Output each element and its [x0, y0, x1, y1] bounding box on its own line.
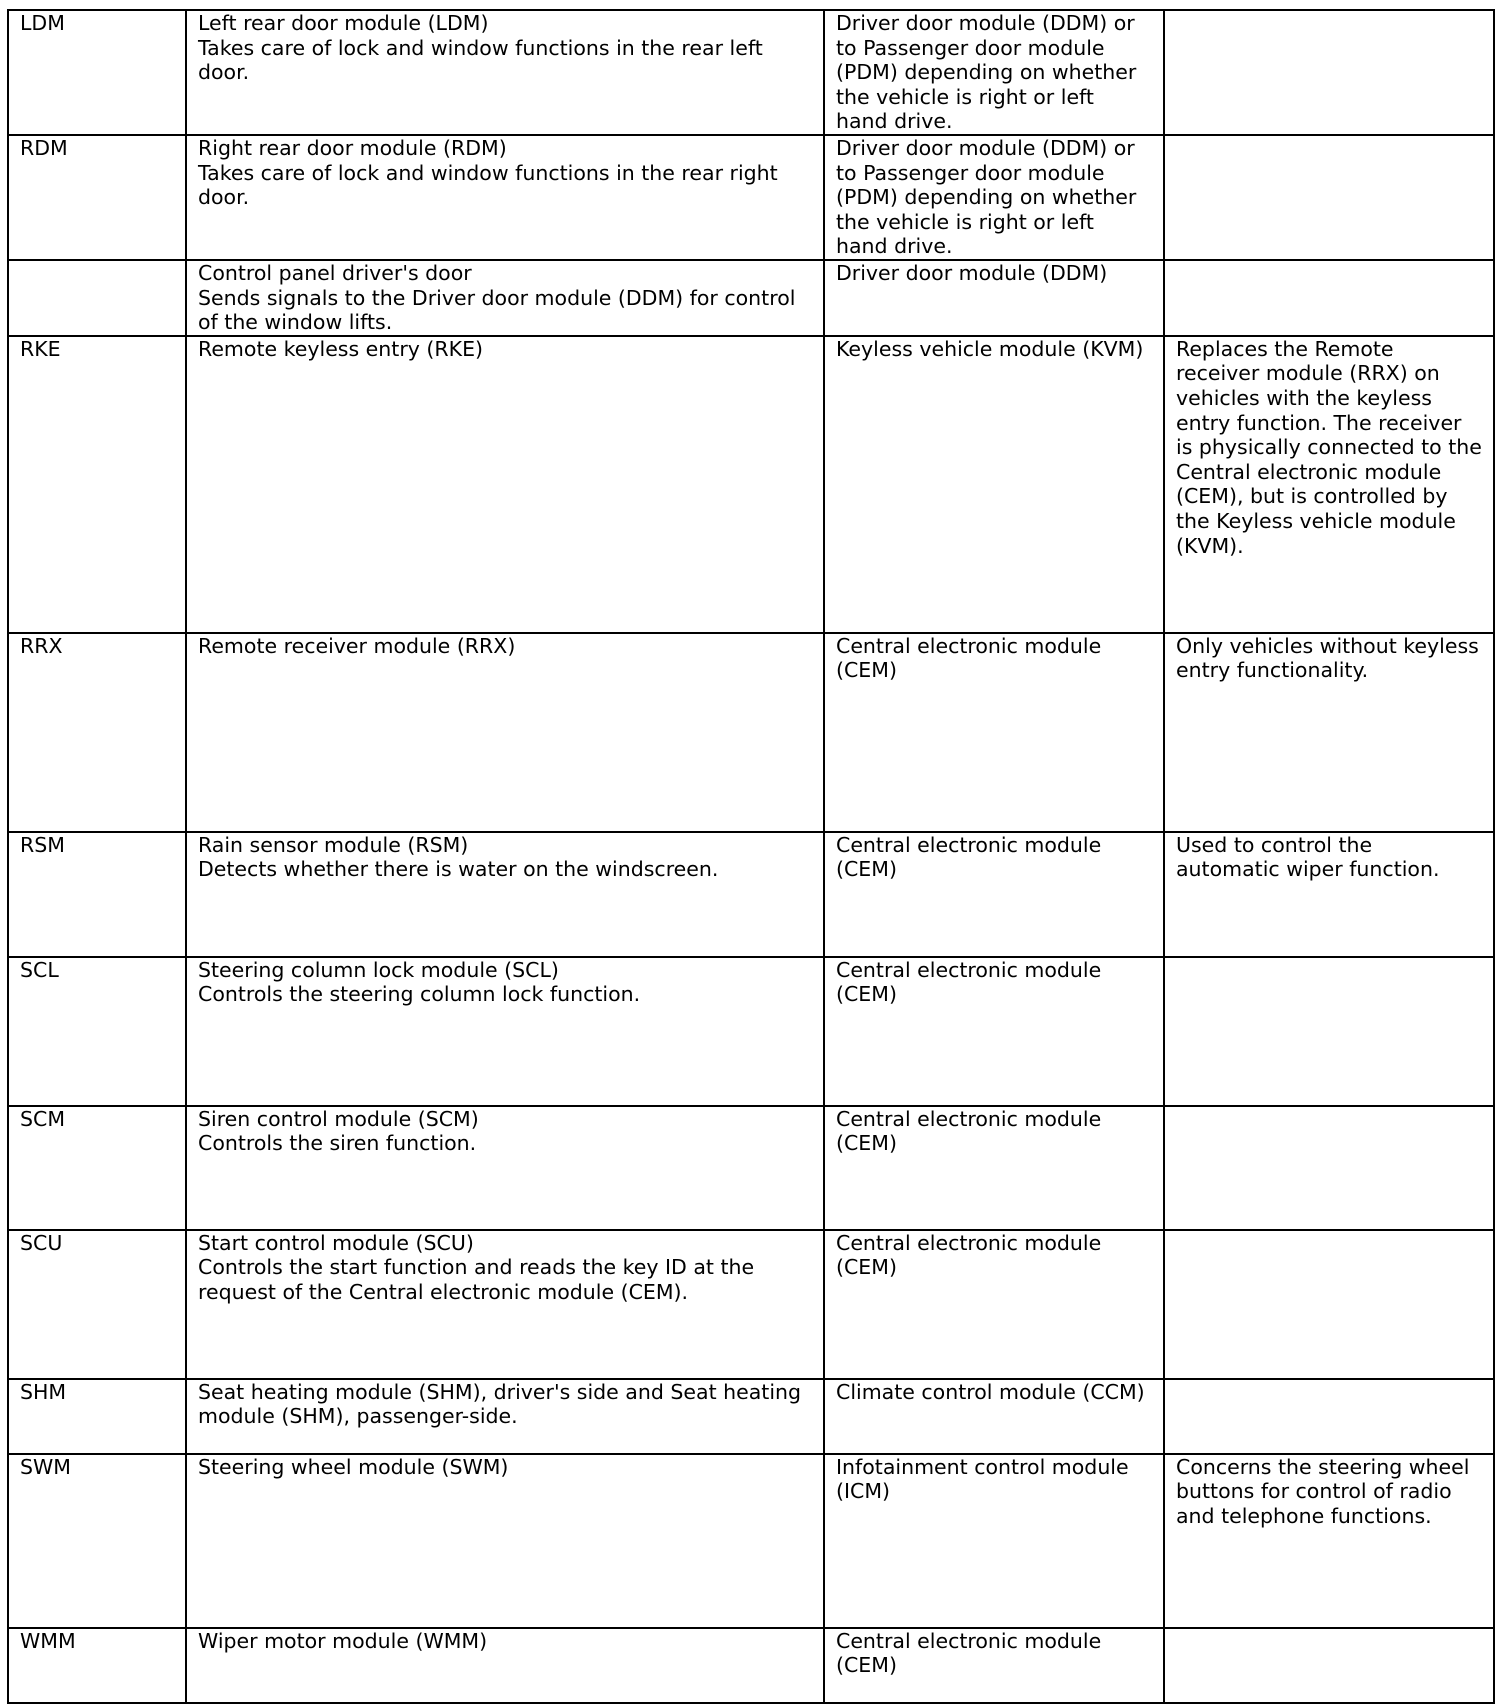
cell-module	[186, 957, 824, 1106]
cell-note	[1164, 1628, 1494, 1703]
cell-module	[186, 832, 824, 957]
cell-connected-to: Central electronic module (CEM)	[824, 832, 1164, 957]
cell-module	[186, 135, 824, 260]
module-name: Start control module (SCU)	[198, 1230, 474, 1255]
table-row	[8, 1230, 1494, 1379]
module-name: Steering column lock module (SCL)	[198, 957, 559, 982]
module-description: Controls the start function and reads the key ID at the request of the Central electronic module (CEM).	[198, 1255, 755, 1304]
cell-connected-to: Climate control module (CCM)	[824, 1379, 1164, 1454]
cell-connected-to: Central electronic module (CEM)	[824, 1628, 1164, 1703]
cell-abbreviation: RRX	[8, 633, 186, 832]
cell-connected-to: Driver door module (DDM) or to Passenger door module (PDM) depending on whether the vehicle is right or left hand drive.	[824, 135, 1164, 260]
cell-connected-to: Central electronic module (CEM)	[824, 1230, 1164, 1379]
cell-abbreviation: RDM	[8, 135, 186, 260]
cell-connected-to: Driver door module (DDM)	[824, 260, 1164, 336]
cell-module	[186, 1106, 824, 1230]
cell-note: Used to control the automatic wiper function.	[1164, 832, 1494, 957]
module-description: Controls the siren function.	[198, 1131, 477, 1156]
table-row	[8, 957, 1494, 1106]
cell-abbreviation: WMM	[8, 1628, 186, 1703]
module-table	[7, 9, 1495, 1704]
module-name: Steering wheel module (SWM)	[198, 1454, 509, 1479]
module-name: Rain sensor module (RSM)	[198, 832, 469, 857]
module-name: Siren control module (SCM)	[198, 1106, 479, 1131]
cell-module	[186, 1454, 824, 1628]
module-description: Detects whether there is water on the windscreen.	[198, 857, 719, 882]
cell-connected-to: Central electronic module (CEM)	[824, 1106, 1164, 1230]
cell-note: Only vehicles without keyless entry functionality.	[1164, 633, 1494, 832]
cell-note	[1164, 135, 1494, 260]
cell-module	[186, 1628, 824, 1703]
cell-note	[1164, 260, 1494, 336]
cell-abbreviation: SCU	[8, 1230, 186, 1379]
cell-note	[1164, 1379, 1494, 1454]
cell-connected-to: Keyless vehicle module (KVM)	[824, 336, 1164, 633]
table-row	[8, 336, 1494, 633]
cell-connected-to: Central electronic module (CEM)	[824, 957, 1164, 1106]
cell-note	[1164, 10, 1494, 135]
cell-module	[186, 10, 824, 135]
module-name: Left rear door module (LDM)	[198, 11, 489, 35]
cell-note: Concerns the steering wheel buttons for control of radio and telephone functions.	[1164, 1454, 1494, 1628]
module-description: Takes care of lock and window functions in the rear left door.	[198, 35, 763, 85]
module-name: Control panel driver's door	[198, 260, 472, 285]
table-row	[8, 1106, 1494, 1230]
cell-note	[1164, 1230, 1494, 1379]
cell-abbreviation: SHM	[8, 1379, 186, 1454]
cell-abbreviation	[8, 260, 186, 336]
cell-note: Replaces the Remote receiver module (RRX) on vehicles with the keyless entry function. The receiver is physically connected to the Central electronic module (CEM), but is controlled by the Keyless vehicle module (KVM).	[1164, 336, 1494, 633]
cell-abbreviation: SCM	[8, 1106, 186, 1230]
cell-module	[186, 260, 824, 336]
cell-connected-to: Central electronic module (CEM)	[824, 633, 1164, 832]
module-name: Remote keyless entry (RKE)	[198, 336, 484, 361]
cell-abbreviation: RKE	[8, 336, 186, 633]
cell-module	[186, 1230, 824, 1379]
module-name: Right rear door module (RDM)	[198, 135, 507, 160]
table-row	[8, 633, 1494, 832]
module-description: Sends signals to the Driver door module (DDM) for control of the window lifts.	[198, 285, 796, 335]
cell-note	[1164, 1106, 1494, 1230]
cell-abbreviation: SCL	[8, 957, 186, 1106]
module-name: Wiper motor module (WMM)	[198, 1628, 488, 1653]
table-row	[8, 1628, 1494, 1703]
module-name: Seat heating module (SHM), driver's side and Seat heating module (SHM), passenger-side.	[198, 1379, 802, 1429]
cell-module	[186, 336, 824, 633]
table-row	[8, 260, 1494, 336]
module-description: Takes care of lock and window functions in the rear right door.	[198, 160, 778, 210]
table-row	[8, 1454, 1494, 1628]
cell-module	[186, 1379, 824, 1454]
cell-abbreviation: RSM	[8, 832, 186, 957]
cell-abbreviation: SWM	[8, 1454, 186, 1628]
cell-abbreviation: LDM	[8, 10, 186, 135]
module-description: Controls the steering column lock function.	[198, 982, 641, 1007]
cell-note	[1164, 957, 1494, 1106]
table-row	[8, 135, 1494, 260]
cell-connected-to: Driver door module (DDM) or to Passenger door module (PDM) depending on whether the vehicle is right or left hand drive.	[824, 10, 1164, 135]
cell-connected-to: Infotainment control module (ICM)	[824, 1454, 1164, 1628]
table-row	[8, 10, 1494, 135]
table-row	[8, 1379, 1494, 1454]
cell-module	[186, 633, 824, 832]
table-row	[8, 832, 1494, 957]
module-name: Remote receiver module (RRX)	[198, 633, 516, 658]
